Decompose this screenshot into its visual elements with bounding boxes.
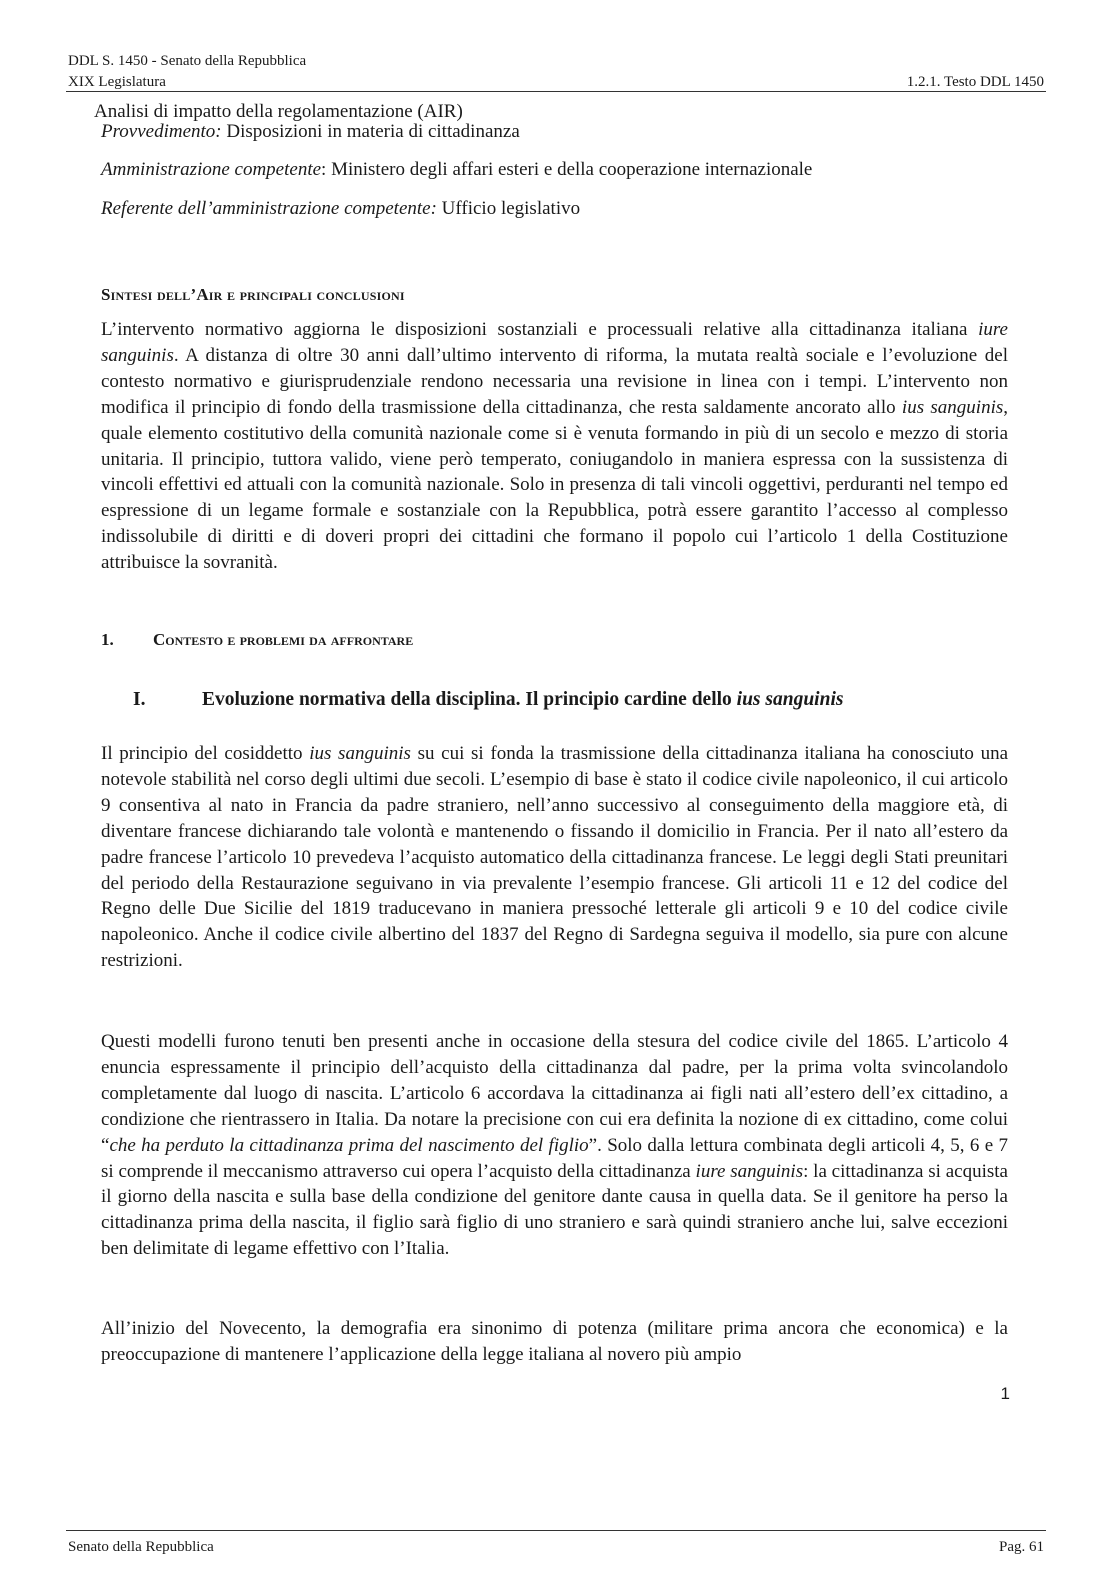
paragraph-ius-sanguinis: Il principio del cosiddetto ius sanguinis su cui si fonda la trasmissione della cittadinanza italiana ha conosciuto una notevole stabilità nel corso degli ultimi due secoli. L’esempio di base è stato il codice civile napoleonico, il cui articolo 9 consentiva al nato in Francia da padre straniero, nell’anno successivo al conseguimento della maggiore età, di diventare francese dichiarando tale volontà e mantenendo o fissando il domicilio in Francia. Per il nato all’estero da padre francese l’articolo 10 prevedeva l’acquisto automatico della cittadinanza francese. Le leggi degli Stati preunitari del periodo della Restaurazione seguivano in via prevalente l’esempio francese. Gli articoli 11 e 12 del codice del Regno delle Due Sicilie del 1819 traducevano in maniera pressoché letterale gli articoli 9 e 10 del codice civile napoleonico. Anche il codice civile albertino del 1837 del Regno di Sardegna seguiva il modello, sia pure con alcune restrizioni. [101,743,1009,972]
footer-institution: Senato della Repubblica [68,1539,214,1555]
section-title-text: Contesto e problemi da affrontare [153,630,414,649]
meta-provvedimento-label: Provvedimento: [101,121,222,142]
inner-page-number: 1 [1000,1384,1010,1403]
meta-amministrazione-value: : Ministero degli affari esteri e della cooperazione internazionale [321,159,813,180]
subsection-number: I. [133,689,146,710]
paragraph-sintesi: L’intervento normativo aggiorna le disposizioni sostanziali e processuali relative alla cittadinanza italiana iure sanguinis. A distanza di oltre 30 anni dall’ultimo intervento di riforma, la mutata realtà sociale e l’evoluzione del contesto normativo e giurisprudenziale rendono necessaria una revisione in linea con i tempi. L’intervento non modifica il principio di fondo della trasmissione della cittadinanza, che resta saldamente ancorato allo ius sanguinis, quale elemento costitutivo della comunità nazionale come si è venuta formando in più di un secolo e mezzo di storia unitaria. Il principio, tuttora valido, viene però temperato, coniugandolo in maniera espressa con la sussistenza di vincoli effettivi ed attuali con la comunità nazionale. Solo in presenza di tali vincoli oggettivi, perduranti nel tempo ed espressione di un legame formale e sostanziale con la Repubblica, potrà essere garantito l’accesso al complesso indissolubile di diritti e di doveri propri dei cittadini che formano il popolo cui l’articolo 1 della Costituzione attribuisce la sovranità. [101,319,1008,574]
meta-amministrazione [101,159,812,181]
meta-referente-value: Ufficio legislativo [436,198,581,219]
paragraph-novecento: All’inizio del Novecento, la demografia era sinonimo di potenza (militare prima ancora che economica) e la preoccupazione di mantenere l’applicazione della legge italiana al novero più ampio [101,1318,1008,1365]
footer-divider [66,1530,1046,1531]
footer-page-number: Pag. 61 [999,1539,1044,1555]
meta-provvedimento [101,121,520,143]
header-section-ref: 1.2.1. Testo DDL 1450 [906,74,1044,90]
paragraph-codice-1865: Questi modelli furono tenuti ben presenti anche in occasione della stesura del codice civile del 1865. L’articolo 4 enuncia espressamente il principio dell’acquisto della cittadinanza dal padre, per la prima volta svincolandolo completamente dal luogo di nascita. L’articolo 6 accordava la cittadinanza ai figli nati all’estero dell’ex cittadino, a condizione che rientrassero in Italia. Da notare la precisione con cui era definita la nozione di ex cittadino, come colui “che ha perduto la cittadinanza prima del nascimento del figlio”. Solo dalla lettura combinata degli articoli 4, 5, 6 e 7 si comprende il meccanismo attraverso cui opera l’acquisto della cittadinanza iure sanguinis: la cittadinanza si acquista il giorno della nascita e sulla base della condizione del genitore dante causa in quella data. Se il genitore ha perso la cittadinanza prima della nascita, il figlio sarà figlio di uno straniero e sarà quindi straniero anche lui, salve eccezioni ben delimitate di legame effettivo con l’Italia. [101,1031,1008,1260]
section-number: 1. [101,630,114,649]
section-title-sintesi: Sintesi dell’Air e principali conclusioni [101,285,405,304]
subsection-title: I. Evoluzione normativa della disciplina. Il principio cardine dello ius sanguinis [133,689,844,710]
meta-provvedimento-value: Disposizioni in materia di cittadinanza [221,121,520,142]
air-title: Analisi di impatto della regolamentazione (AIR) [94,101,463,122]
meta-referente-label: Referente dell’amministrazione competente: [101,198,437,219]
header-doc-title: DDL S. 1450 - Senato della Repubblica [68,53,307,69]
header-divider [66,91,1046,92]
section-title-contesto [101,630,413,650]
meta-amministrazione-label: Amministrazione competente [101,159,322,180]
header-legislature: XIX Legislatura [68,74,166,90]
meta-referente [101,198,580,220]
